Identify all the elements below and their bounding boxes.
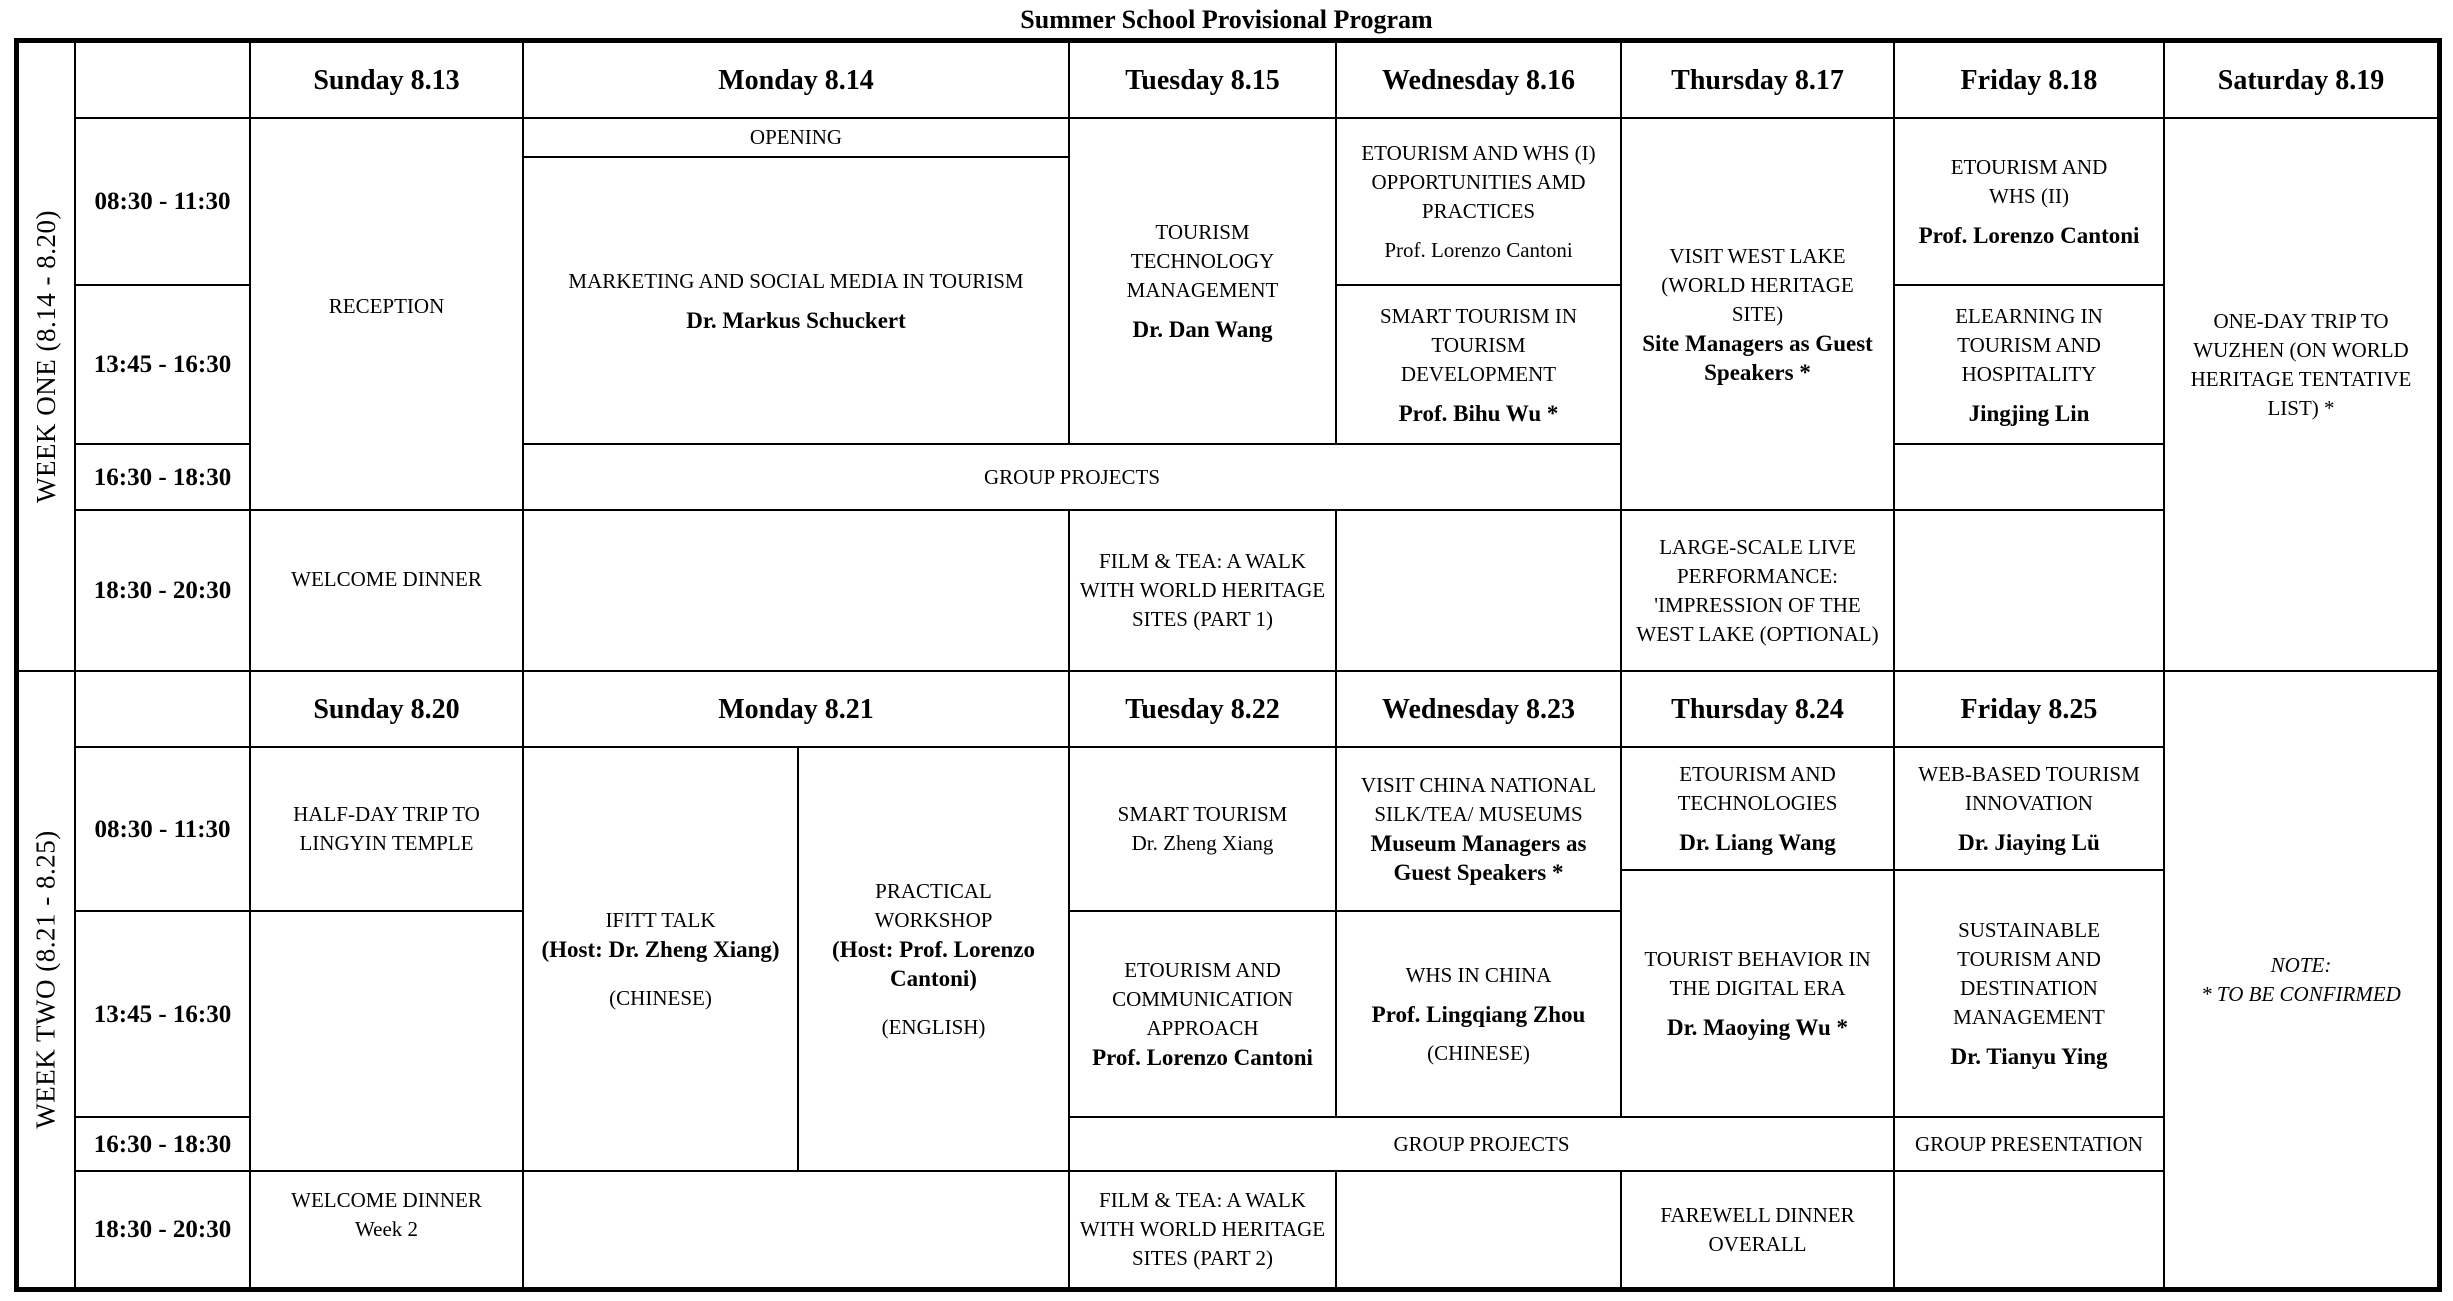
note-title: NOTE: <box>2270 952 2332 977</box>
group-projects-text: GROUP PROJECTS <box>1393 1131 1570 1156</box>
session-speaker: Dr. Tianyu Ying <box>1950 1044 2108 1069</box>
empty-cell <box>249 910 524 1172</box>
session-lang: (CHINESE) <box>1427 1040 1530 1065</box>
session-speaker: Jingjing Lin <box>1968 400 2090 426</box>
session-title: VISIT CHINA NATIONAL SILK/TEA/ MUSEUMS <box>1360 773 1597 826</box>
practical-workshop-cell <box>797 746 1070 1172</box>
etourism-comm-session <box>1068 910 1337 1118</box>
lingyin-trip-cell <box>249 746 524 912</box>
smart-tourism-session <box>1068 746 1337 912</box>
day-header: Thursday 8.24 <box>1620 670 1895 748</box>
etourism-whs-2-session <box>1893 117 2165 286</box>
day-header: Tuesday 8.22 <box>1068 670 1337 748</box>
session-speaker: Dr. Maoying Wu * <box>1666 1015 1849 1040</box>
etourism-tech-session <box>1620 746 1895 871</box>
group-presentation-cell <box>1893 1116 2165 1172</box>
empty-cell <box>522 509 1070 672</box>
day-header: Sunday 8.20 <box>249 670 524 748</box>
day-header: Monday 8.21 <box>522 670 1070 748</box>
farewell-dinner-cell <box>1620 1170 1895 1289</box>
group-projects-cell <box>1068 1116 1895 1172</box>
day-header: Wednesday 8.23 <box>1335 670 1622 748</box>
live-performance-text: LARGE-SCALE LIVE PERFORMANCE: 'IMPRESSION OF THE WEST LAKE (OPTIONAL) <box>1636 534 1879 646</box>
marketing-session <box>522 156 1070 445</box>
opening-cell <box>522 117 1070 158</box>
time-slot: 08:30 - 11:30 <box>74 117 251 286</box>
welcome-dinner-text: WELCOME DINNER <box>291 567 482 591</box>
day-header: Tuesday 8.15 <box>1068 41 1337 119</box>
session-title: WEB-BASED TOURISM INNOVATION <box>1918 762 2140 815</box>
page-title: Summer School Provisional Program <box>1020 5 1433 34</box>
ifitt-lang: (CHINESE) <box>609 985 712 1010</box>
session-speaker: Prof. Lorenzo Cantoni <box>1092 1045 1313 1070</box>
week-one-header-corner <box>74 41 251 119</box>
welcome-dinner-2-cell <box>249 1170 524 1289</box>
sustainable-session <box>1893 869 2165 1118</box>
film-tea-text: FILM & TEA: A WALK WITH WORLD HERITAGE SITES (PART 2) <box>1079 1188 1326 1270</box>
schedule-grid <box>14 38 2442 1292</box>
wuzhen-trip-text: ONE-DAY TRIP TO WUZHEN (ON WORLD HERITAGE TENTATIVE LIST) * <box>2190 308 2412 420</box>
session-title: ETOURISM AND WHS (II) <box>1950 155 2108 208</box>
empty-cell <box>1893 1170 2165 1289</box>
week-two-label <box>17 670 76 1289</box>
live-performance-cell <box>1620 509 1895 672</box>
session-speaker: Prof. Lingqiang Zhou <box>1371 1001 1586 1027</box>
museums-visit-session <box>1335 746 1622 912</box>
time-slot: 16:30 - 18:30 <box>74 1116 251 1172</box>
note-text: * TO BE CONFIRMED <box>2201 981 2401 1006</box>
reception-text: RECEPTION <box>328 293 445 318</box>
day-header: Saturday 8.19 <box>2163 41 2439 119</box>
session-title: SMART TOURISM <box>1117 802 1288 826</box>
etourism-whs-1-session <box>1335 117 1622 286</box>
session-speaker: Prof. Lorenzo Cantoni <box>1384 237 1573 262</box>
time-slot: 13:45 - 16:30 <box>74 284 251 445</box>
lingyin-trip-text: HALF-DAY TRIP TO LINGYIN TEMPLE <box>293 802 480 855</box>
elearning-session <box>1893 284 2165 445</box>
welcome-dinner-text: WELCOME DINNER <box>291 1188 482 1212</box>
session-title: TOURIST BEHAVIOR IN THE DIGITAL ERA <box>1644 947 1871 1000</box>
ifitt-title: IFITT TALK <box>605 907 716 932</box>
session-title: SUSTAINABLE TOURISM AND DESTINATION MANAGEMENT <box>1953 918 2105 1029</box>
empty-cell <box>1335 509 1622 672</box>
day-header: Wednesday 8.16 <box>1335 41 1622 119</box>
film-tea-text: FILM & TEA: A WALK WITH WORLD HERITAGE SITES (PART 1) <box>1079 549 1326 631</box>
ifitt-host: (Host: Dr. Zheng Xiang) <box>541 936 780 962</box>
west-lake-visit <box>1620 117 1895 511</box>
week-one-text: WEEK ONE (8.14 - 8.20) <box>31 210 61 503</box>
web-based-session <box>1893 746 2165 871</box>
week-one-label <box>17 41 76 672</box>
time-slot: 18:30 - 20:30 <box>74 509 251 672</box>
reception-cell <box>249 117 524 511</box>
time-slot: 18:30 - 20:30 <box>74 1170 251 1289</box>
time-slot: 08:30 - 11:30 <box>74 746 251 912</box>
farewell-dinner-text: FAREWELL DINNER OVERALL <box>1660 1202 1855 1256</box>
opening-text: OPENING <box>749 125 843 149</box>
session-title: ELEARNING IN TOURISM AND HOSPITALITY <box>1955 303 2103 386</box>
film-tea-cell <box>1068 509 1337 672</box>
group-presentation-text: GROUP PRESENTATION <box>1915 1131 2143 1156</box>
session-speaker: Dr. Liang Wang <box>1679 830 1836 855</box>
wuzhen-trip-cell <box>2163 117 2439 672</box>
session-speaker: Dr. Zheng Xiang <box>1131 831 1274 855</box>
empty-cell <box>1335 1170 1622 1289</box>
week-two-header-corner <box>74 670 251 748</box>
session-speaker: Prof. Lorenzo Cantoni <box>1918 223 2140 248</box>
session-speaker: Dr. Jiaying Lü <box>1958 830 2100 855</box>
welcome-dinner-sub: Week 2 <box>354 1217 419 1241</box>
day-header: Thursday 8.17 <box>1620 41 1895 119</box>
welcome-dinner-cell <box>249 509 524 672</box>
empty-cell <box>522 1170 1070 1289</box>
day-header: Friday 8.18 <box>1893 41 2165 119</box>
session-speaker: Dr. Dan Wang <box>1132 317 1273 342</box>
film-tea-cell <box>1068 1170 1337 1289</box>
session-speaker: Museum Managers as Guest Speakers * <box>1370 831 1587 885</box>
session-title: VISIT WEST LAKE (WORLD HERITAGE SITE) <box>1661 243 1854 326</box>
day-header: Monday 8.14 <box>522 41 1070 119</box>
session-title: ETOURISM AND COMMUNICATION APPROACH <box>1112 958 1293 1040</box>
day-header: Sunday 8.13 <box>249 41 524 119</box>
empty-cell <box>1893 509 2165 672</box>
time-slot: 13:45 - 16:30 <box>74 910 251 1118</box>
week-two-text: WEEK TWO (8.21 - 8.25) <box>31 830 61 1129</box>
session-title: ETOURISM AND TECHNOLOGIES <box>1677 762 1838 815</box>
session-speaker: Site Managers as Guest Speakers * <box>1642 330 1873 385</box>
session-speaker: Prof. Bihu Wu * <box>1398 400 1559 426</box>
smart-tourism-dev-session <box>1335 284 1622 445</box>
session-title: WHS IN CHINA <box>1405 962 1552 987</box>
workshop-host: (Host: Prof. Lorenzo Cantoni) <box>832 936 1035 991</box>
day-header: Friday 8.25 <box>1893 670 2165 748</box>
group-projects-text: GROUP PROJECTS <box>983 464 1161 489</box>
session-title: TOURISM TECHNOLOGY MANAGEMENT <box>1126 220 1279 302</box>
tech-mgmt-session <box>1068 117 1337 445</box>
session-title: SMART TOURISM IN TOURISM DEVELOPMENT <box>1379 303 1578 386</box>
whs-china-session <box>1335 910 1622 1118</box>
ifitt-talk-cell <box>522 746 799 1172</box>
session-title: MARKETING AND SOCIAL MEDIA IN TOURISM <box>568 268 1024 293</box>
group-projects-cell <box>522 443 1622 511</box>
workshop-title: PRACTICAL WORKSHOP <box>874 878 993 932</box>
empty-cell <box>1893 443 2165 511</box>
workshop-lang: (ENGLISH) <box>881 1014 986 1039</box>
time-slot: 16:30 - 18:30 <box>74 443 251 511</box>
session-speaker: Dr. Markus Schuckert <box>686 307 906 333</box>
session-title: ETOURISM AND WHS (I) OPPORTUNITIES AMD PRACTICES <box>1361 140 1596 223</box>
tourist-behavior-session <box>1620 869 1895 1118</box>
note-cell <box>2163 670 2439 1289</box>
